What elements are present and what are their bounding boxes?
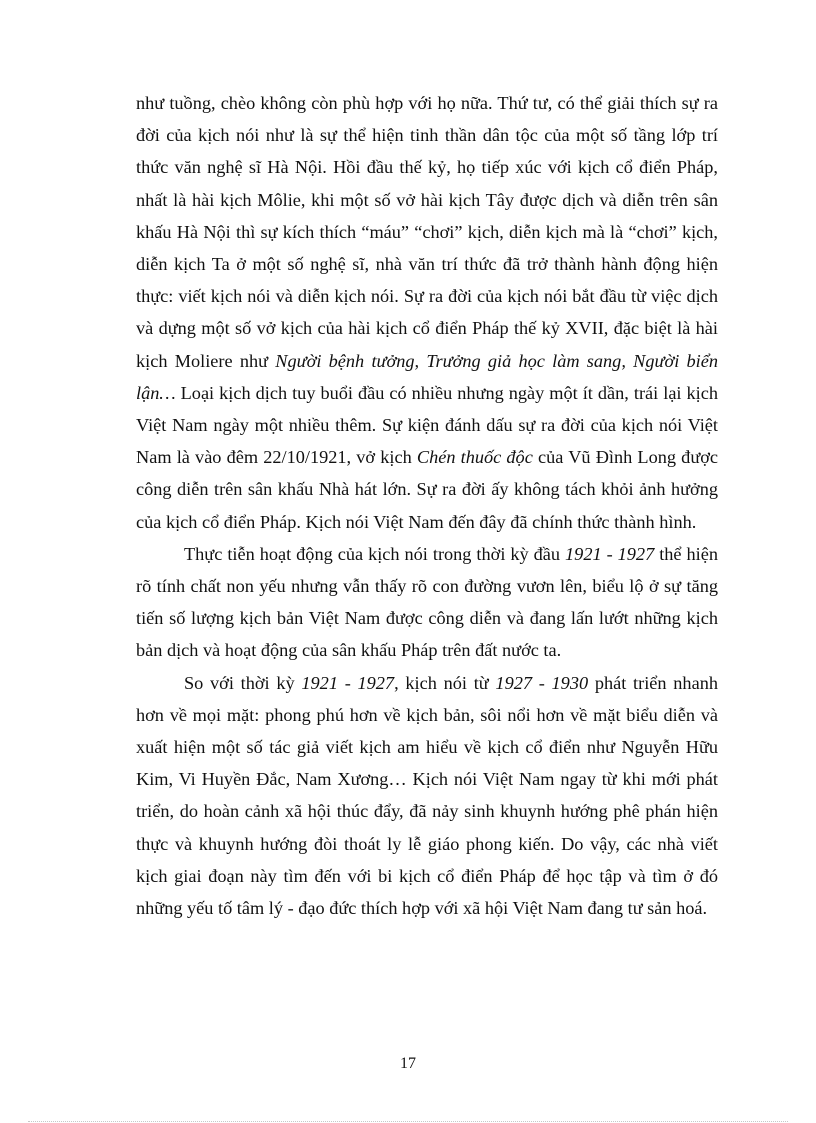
italic-run: 1921 - 1927 — [301, 672, 395, 693]
text-run: như tuồng, chèo không còn phù hợp với họ nữa. Thứ tư, có thể giải thích sự ra đời của kịch nói như là sự thể hiện tinh thần dân tộc của một số tầng lớp trí thức văn nghệ sĩ Hà Nội. Hồi đầu thế kỷ, họ tiếp xúc với kịch cổ điển Pháp, nhất là hài kịch Môlie, khi một số vở hài kịch Tây được dịch và diễn trên sân khấu Hà Nội thì sự kích thích “máu” “chơi” kịch, diễn kịch mà là “chơi” kịch, diễn kịch Ta ở một số nghệ sĩ, nhà văn trí thức đã trở thành hành động hiện thực: viết kịch nói và diễn kịch nói. Sự ra đời của kịch nói bắt đầu từ việc dịch và dựng một số vở kịch của hài kịch cổ điển Pháp thế kỷ XVII, đặc biệt là hài kịch Moliere như — [136, 93, 718, 371]
italic-run: 1921 - 1927 — [565, 543, 655, 564]
text-run: thể hiện rõ tính chất non yếu nhưng vẫn thấy rõ con đường vươn lên, biểu lộ ở sự tăng tiến số lượng kịch bản Việt Nam được công diễn và đang lấn lướt những kịch bản dịch và hoạt động của sân khấu Pháp trên đất nước ta. — [136, 543, 718, 661]
page-number: 17 — [400, 1055, 416, 1072]
body-text — [136, 87, 718, 924]
text-run: của Vũ Đình Long được công diễn trên sân khấu Nhà hát lớn. Sự ra đời ấy không tách khỏi ảnh hưởng của kịch cổ điển Pháp. Kịch nói Việt Nam đến đây đã chính thức thành hình. — [136, 447, 719, 532]
text-run: , kịch nói từ — [394, 672, 496, 693]
italic-run: Người bệnh tưởng, Trưởng giả học làm sang, Người biển lận… — [136, 350, 718, 403]
page-edge-divider — [28, 1121, 788, 1122]
italic-run: 1927 - 1930 — [495, 672, 589, 693]
italic-run: Chén thuốc độc — [416, 447, 533, 468]
paragraph-1 — [136, 87, 718, 538]
text-run: Thực tiễn hoạt động của kịch nói trong thời kỳ đầu — [184, 543, 566, 564]
text-run: phát triển nhanh hơn về mọi mặt: phong phú hơn về kịch bản, sôi nổi hơn về mặt biểu diễn và xuất hiện một số tác giả viết kịch am hiểu về kịch cổ điển như Nguyễn Hữu Kim, Vi Huyền Đắc, Nam Xương… Kịch nói Việt Nam ngay từ khi mới phát triển, do hoàn cảnh xã hội thúc đẩy, đã nảy sinh khuynh hướng phê phán hiện thực và khuynh hướng đòi thoát ly lễ giáo phong kiến. Do vậy, các nhà viết kịch giai đoạn này tìm đến với bi kịch cổ điển Pháp để học tập và tìm ở đó những yếu tố tâm lý - đạo đức thích hợp với xã hội Việt Nam đang tư sản hoá. — [136, 672, 718, 919]
text-run: Loại kịch dịch tuy buổi đầu có nhiều nhưng ngày một ít dần, trái lại kịch Việt Nam ngày một nhiều thêm. Sự kiện đánh dấu sự ra đời của kịch nói Việt Nam là vào đêm 22/10/1921, vở kịch — [136, 382, 718, 468]
text-run: So với thời kỳ — [184, 672, 302, 693]
paragraph-3 — [136, 667, 718, 925]
paragraph-2 — [136, 538, 718, 667]
